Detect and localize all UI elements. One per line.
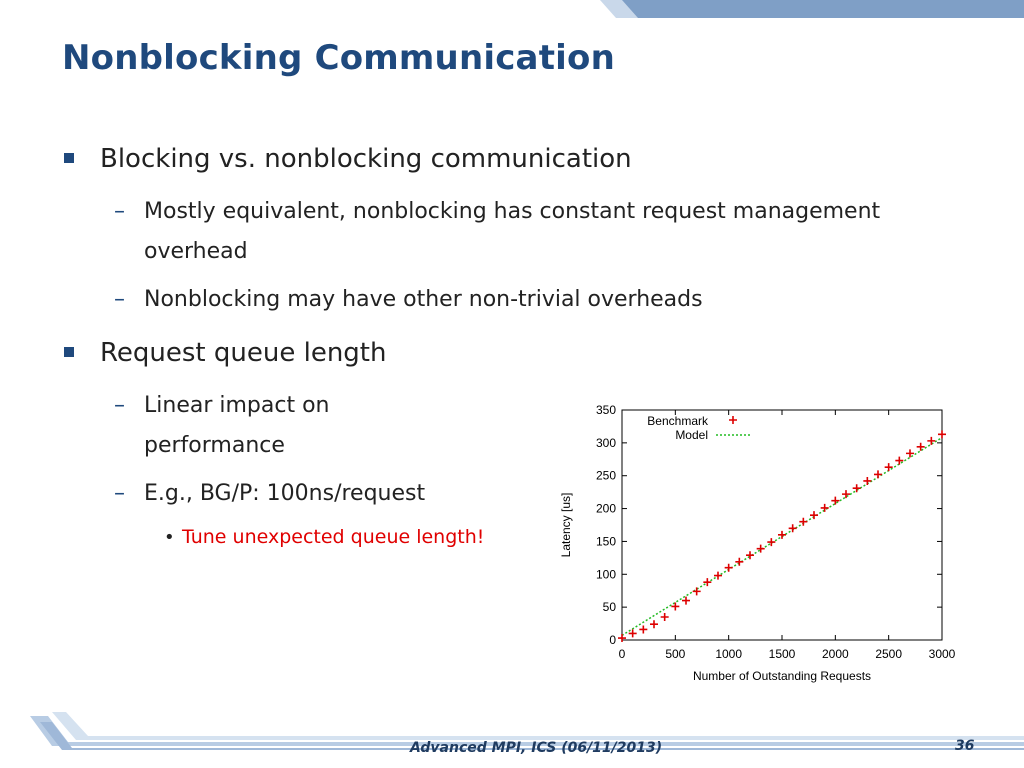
bullet-1 — [64, 144, 632, 174]
benchmark-point — [874, 470, 882, 478]
benchmark-point — [693, 587, 701, 595]
y-tick-label: 200 — [595, 501, 616, 516]
y-tick-label: 250 — [595, 468, 616, 483]
sub-bullet-2-2-text: E.g., BG/P: 100ns/request — [144, 481, 426, 506]
highlight-text: Tune unexpected queue length! — [182, 526, 485, 548]
x-tick-label: 3000 — [928, 647, 956, 661]
square-bullet-icon — [64, 347, 74, 357]
benchmark-point — [810, 511, 818, 519]
benchmark-point — [639, 625, 647, 633]
benchmark-point — [799, 518, 807, 526]
benchmark-point — [682, 597, 690, 605]
benchmark-point — [671, 602, 679, 610]
x-tick-label: 2000 — [821, 647, 849, 661]
sub-bullet-1-1-line2: overhead — [144, 239, 248, 264]
y-tick-label: 300 — [595, 435, 616, 450]
y-tick-label: 0 — [609, 633, 616, 647]
dash-icon: – — [114, 481, 125, 506]
x-tick-label: 1000 — [715, 647, 743, 661]
benchmark-point — [746, 551, 754, 559]
benchmark-point — [938, 430, 946, 438]
legend-marker-benchmark — [729, 416, 737, 424]
bullet-2 — [64, 338, 386, 368]
benchmark-point — [853, 484, 861, 492]
legend-label-benchmark: Benchmark — [647, 414, 708, 428]
x-tick-label: 0 — [618, 647, 626, 661]
footer-text: Advanced MPI, ICS (06/11/2013) — [410, 740, 663, 756]
benchmark-point — [927, 437, 935, 445]
benchmark-point — [842, 490, 850, 498]
legend-label-model: Model — [675, 428, 708, 442]
benchmark-point — [895, 457, 903, 465]
benchmark-point — [650, 620, 658, 628]
dash-icon: – — [114, 287, 125, 312]
dot-bullet-icon: • — [164, 527, 175, 548]
x-tick-label: 2500 — [875, 647, 903, 661]
sub-bullet-1-2 — [114, 280, 703, 320]
y-tick-label: 150 — [595, 534, 616, 549]
y-tick-label: 350 — [595, 403, 616, 417]
sub-bullet-2-1 — [114, 386, 329, 466]
square-bullet-icon — [64, 153, 74, 163]
benchmark-point — [917, 443, 925, 451]
benchmark-point — [725, 564, 733, 572]
y-axis-label: Latency [us] — [559, 492, 573, 558]
sub-bullet-1-1 — [114, 192, 934, 272]
benchmark-point — [757, 545, 765, 553]
x-tick-label: 1500 — [768, 647, 796, 661]
dash-icon: – — [114, 393, 125, 418]
latency-chart — [556, 398, 986, 693]
bullet-2-text: Request queue length — [100, 338, 387, 368]
sub-bullet-2-1-line1: Linear impact on — [144, 393, 330, 418]
dash-icon: – — [114, 199, 125, 224]
benchmark-point — [821, 504, 829, 512]
benchmark-point — [735, 558, 743, 566]
benchmark-point — [661, 613, 669, 621]
sub-bullet-2-1-line2: performance — [144, 433, 285, 458]
x-tick-label: 500 — [665, 647, 686, 661]
footer-decoration — [0, 708, 1024, 768]
bullet-1-text: Blocking vs. nonblocking communication — [100, 144, 632, 174]
sub-bullet-1-2-text: Nonblocking may have other non-trivial overheads — [144, 287, 703, 312]
page-number: 36 — [955, 738, 975, 754]
benchmark-point — [618, 634, 626, 642]
benchmark-point — [831, 497, 839, 505]
sub-bullet-1-1-text — [144, 192, 880, 272]
sub-bullet-2-2 — [114, 474, 425, 514]
sub-bullet-2-1-text — [144, 386, 329, 466]
top-decoration-band — [0, 0, 1024, 18]
benchmark-point — [885, 463, 893, 471]
x-axis-label: Number of Outstanding Requests — [692, 669, 872, 683]
sub-bullet-1-1-line1: Mostly equivalent, nonblocking has constant request management — [144, 199, 881, 224]
slide-title: Nonblocking Communication — [62, 38, 615, 78]
benchmark-point — [863, 477, 871, 485]
sub-sub-bullet-2-2-1 — [164, 526, 484, 548]
y-tick-label: 50 — [602, 600, 616, 615]
y-tick-label: 100 — [595, 567, 616, 582]
